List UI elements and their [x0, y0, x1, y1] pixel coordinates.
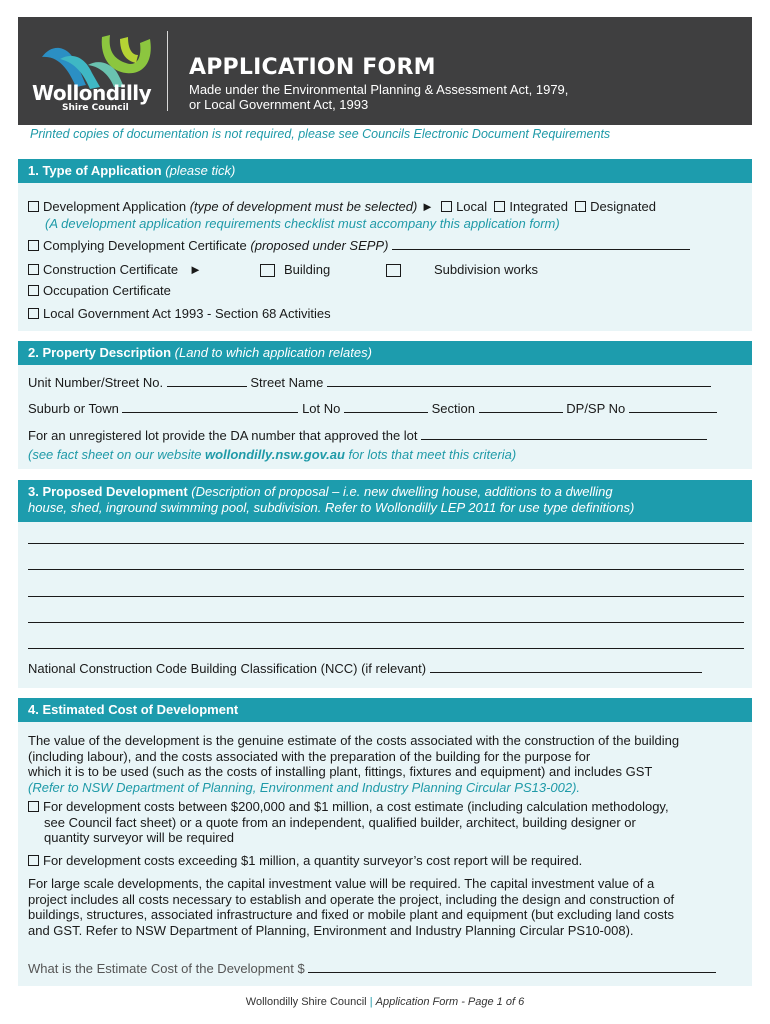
suburb-row: [28, 401, 717, 416]
cdc-label: Complying Development Certificate: [43, 238, 247, 253]
subdivision-label: Subdivision works: [434, 262, 539, 277]
section-proposed-development: [18, 480, 752, 688]
local-label: Local: [456, 199, 488, 214]
civ-line-4: and GST. Refer to NSW Department of Planning, Environment and Industry Planning Circular PS10-008).: [28, 922, 634, 938]
local-checkbox[interactable]: [441, 201, 452, 212]
section-4-title: 4. Estimated Cost of Development: [28, 702, 239, 717]
section-3-note-2: house, shed, inground swimming pool, subdivision. Refer to Wollondilly LEP 2011 for use type definitions): [28, 500, 635, 515]
page-header: [18, 17, 752, 125]
oc-label: Occupation Certificate: [43, 283, 171, 298]
subtitle-line-2: or Local Government Act, 1993: [189, 97, 369, 112]
street-name-input[interactable]: [327, 376, 711, 387]
cost-para-reference: (Refer to NSW Department of Planning, Environment and Industry Planning Circular PS13-002).: [28, 779, 581, 795]
description-line-1[interactable]: [28, 543, 744, 544]
page-subtitle: [189, 82, 568, 112]
section-1-header: [18, 159, 752, 183]
section-property-description: [18, 341, 752, 469]
building-checkbox[interactable]: [260, 264, 275, 277]
civ-line-2: project includes all costs necessary to establish and operate the project, including the design and construction of: [28, 891, 675, 907]
suburb-label: Suburb or Town: [28, 401, 119, 416]
cost-para-line-1: The value of the development is the genuine estimate of the costs associated with the construction of the building: [28, 733, 680, 748]
cost-option-1-line-2: see Council fact sheet) or a quote from an independent, qualified builder, architect, building designer or: [44, 814, 636, 830]
footer-page: Application Form - Page 1 of 6: [375, 996, 525, 1008]
logo-wordmark: Wollondilly: [32, 81, 152, 105]
page-footer: [0, 996, 770, 1008]
civ-line-1: For large scale developments, the capital investment value will be required. The capital investment value of a: [28, 876, 655, 891]
cdc-sepp-field[interactable]: [392, 239, 690, 250]
unit-input[interactable]: [167, 376, 247, 387]
cdc-checkbox[interactable]: [28, 240, 39, 251]
footer-org: Wollondilly Shire Council: [245, 996, 367, 1008]
estimate-row: [28, 961, 716, 976]
description-line-4[interactable]: [28, 622, 744, 623]
integrated-checkbox[interactable]: [494, 201, 505, 212]
description-line-5[interactable]: [28, 648, 744, 649]
subdivision-checkbox[interactable]: [386, 264, 401, 277]
estimate-label: What is the Estimate Cost of the Development $: [28, 961, 305, 976]
unregistered-row: [28, 428, 707, 443]
unit-label: Unit Number/Street No.: [28, 375, 164, 390]
lga-label: Local Government Act 1993 - Section 68 Activities: [43, 306, 331, 321]
section-4-header: [18, 698, 752, 722]
cost-para-line-2: (including labour), and the costs associated with the preparation of the building for the purpose for: [28, 748, 591, 764]
arrow-icon: ►: [420, 199, 434, 214]
fact-sheet-pre: (see fact sheet on our website: [28, 447, 206, 462]
cc-checkbox[interactable]: [28, 264, 39, 275]
description-line-2[interactable]: [28, 569, 744, 570]
section-3-note-1: (Description of proposal – i.e. new dwelling house, additions to a dwelling: [191, 484, 613, 499]
cost-para-line-3: which it is to be used (such as the costs of installing plant, fittings, fixtures and equipment) and includes GST: [28, 764, 653, 779]
fact-sheet-note: [28, 447, 516, 462]
dp-label: DP/SP No: [566, 401, 626, 416]
cc-row: [28, 262, 202, 277]
section-3-title: 3. Proposed Development: [28, 484, 188, 499]
section-2-note: (Land to which application relates): [174, 345, 372, 360]
civ-paragraph: [28, 876, 744, 938]
section-1-title: 1. Type of Application: [28, 163, 162, 178]
section-estimated-cost: [18, 698, 752, 986]
description-line-3[interactable]: [28, 596, 744, 597]
unregistered-da-input[interactable]: [421, 429, 707, 440]
dp-input[interactable]: [629, 402, 717, 413]
da-checkbox[interactable]: [28, 201, 39, 212]
cost-option-1-line-3: quantity surveyor will be required: [44, 830, 235, 845]
section-label: Section: [431, 401, 476, 416]
oc-checkbox[interactable]: [28, 285, 39, 296]
integrated-label: Integrated: [509, 199, 568, 214]
logo-subtitle: Shire Council: [62, 103, 129, 113]
cc-arrow-icon: ►: [188, 262, 202, 277]
ncc-label: National Construction Code Building Classification (NCC) (if relevant): [28, 661, 427, 676]
lot-label: Lot No: [302, 401, 341, 416]
footer-separator: |: [369, 996, 373, 1008]
da-note: (type of development must be selected): [189, 199, 418, 214]
cost-estimate-checkbox[interactable]: [28, 801, 39, 812]
lga-checkbox[interactable]: [28, 308, 39, 319]
designated-label: Designated: [590, 199, 656, 214]
qs-report-checkbox[interactable]: [28, 855, 39, 866]
subtitle-line-1: Made under the Environmental Planning & Assessment Act, 1979,: [189, 82, 569, 97]
estimate-cost-input[interactable]: [308, 962, 716, 973]
cost-option-2: [28, 853, 744, 869]
section-2-header: [18, 341, 752, 365]
cost-option-1: [28, 799, 744, 846]
website-link[interactable]: wollondilly.nsw.gov.au: [205, 447, 345, 462]
cdc-note: (proposed under SEPP): [250, 238, 389, 253]
header-divider: [167, 31, 168, 111]
section-3-header: [18, 480, 752, 522]
section-input[interactable]: [479, 402, 563, 413]
cost-option-2-text: For development costs exceeding $1 million, a quantity surveyor’s cost report will be required.: [43, 853, 583, 868]
ncc-row: [28, 661, 702, 676]
suburb-input[interactable]: [122, 402, 298, 413]
section-2-title: 2. Property Description: [28, 345, 172, 360]
cost-definition-paragraph: [28, 733, 744, 795]
building-label: Building: [284, 262, 331, 277]
cdc-row: [28, 238, 690, 253]
lga-row: [28, 306, 331, 321]
da-row: [28, 199, 656, 214]
cc-label: Construction Certificate: [43, 262, 179, 277]
street-name-label: Street Name: [250, 375, 324, 390]
page-title: APPLICATION FORM: [189, 55, 436, 80]
section-type-of-application: [18, 159, 752, 331]
printed-copies-note: Printed copies of documentation is not required, please see Councils Electronic Document Requirements: [30, 127, 611, 141]
cost-option-1-line-1: For development costs between $200,000 and $1 million, a cost estimate (including calculation methodology,: [43, 799, 669, 814]
da-checklist-note: (A development application requirements checklist must accompany this application form): [45, 216, 560, 231]
ncc-input[interactable]: [430, 662, 702, 673]
designated-checkbox[interactable]: [575, 201, 586, 212]
lot-input[interactable]: [344, 402, 428, 413]
street-row: [28, 375, 711, 390]
oc-row: [28, 283, 171, 298]
section-1-note: (please tick): [165, 163, 236, 178]
fact-sheet-post: for lots that meet this criteria): [344, 447, 517, 462]
unregistered-label: For an unregistered lot provide the DA number that approved the lot: [28, 428, 418, 443]
civ-line-3: buildings, structures, associated infrastructure and fixed or mobile plant and equipment (but excluding land costs: [28, 907, 675, 922]
da-label: Development Application: [43, 199, 187, 214]
